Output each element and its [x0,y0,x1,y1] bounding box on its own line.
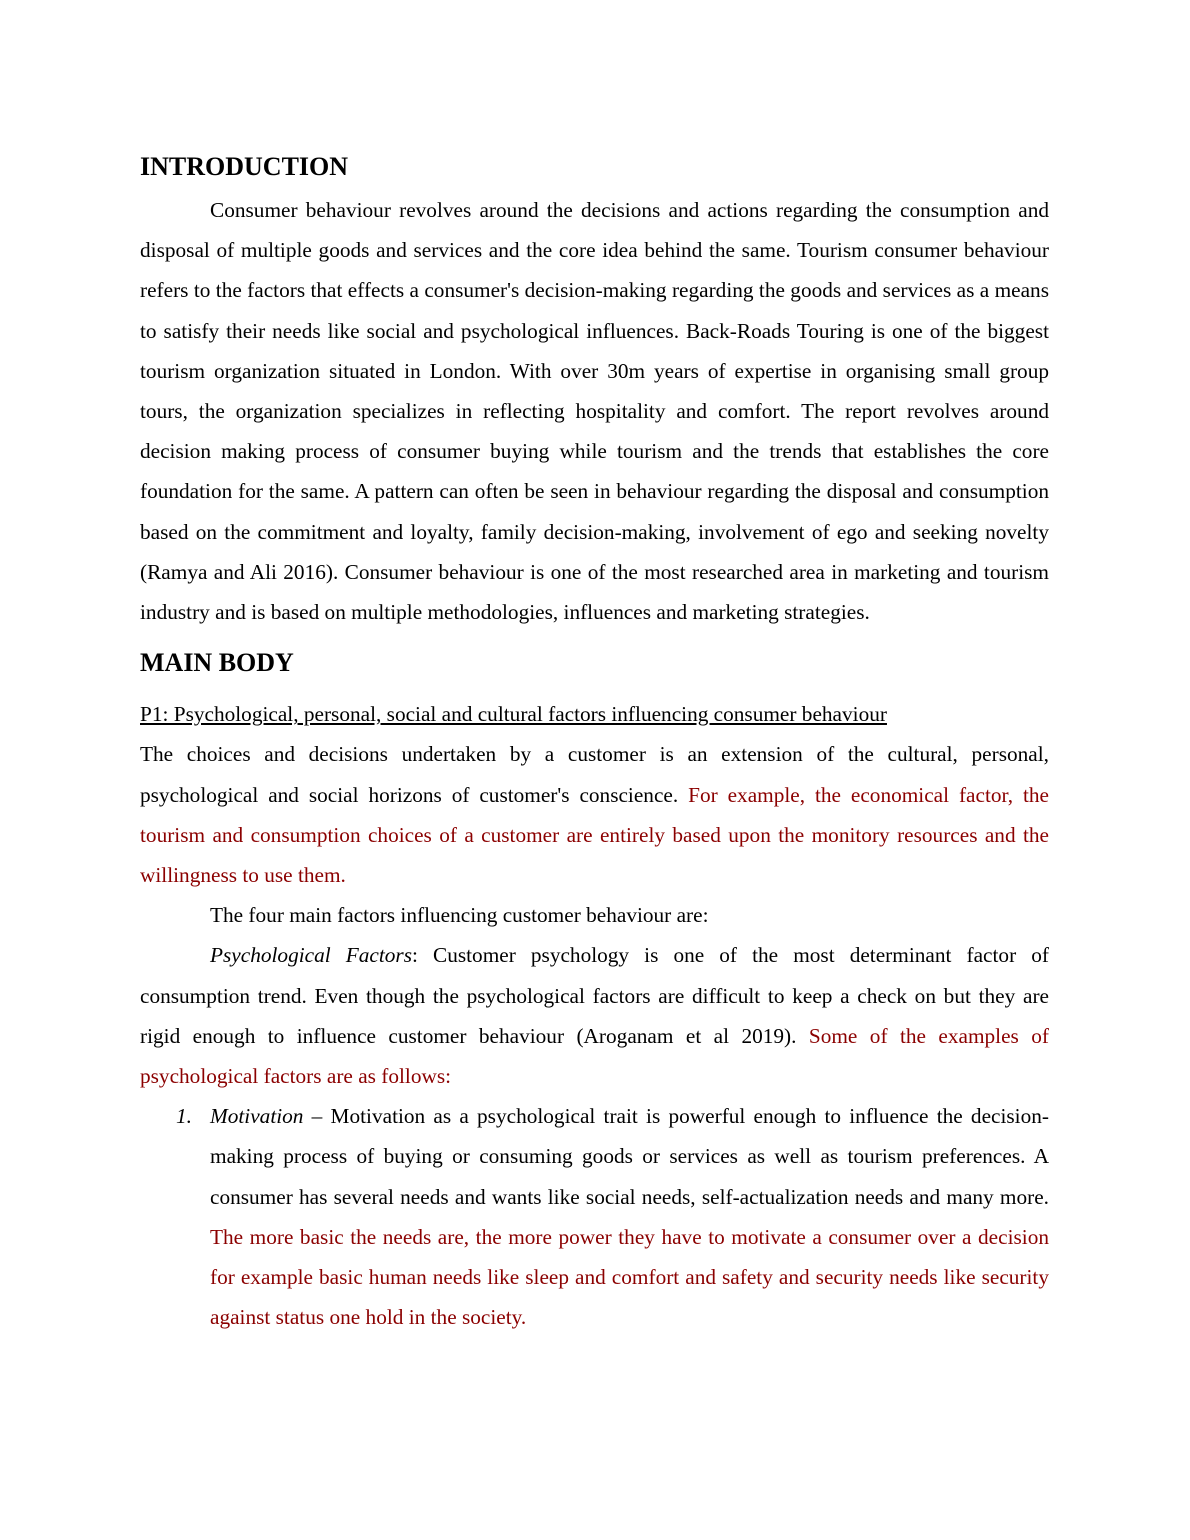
introduction-heading: INTRODUCTION [140,152,349,181]
psychological-factors-paragraph [140,935,1049,1096]
psychological-factors-text: : Customer psychology is one of the most determinant factor of consumption trend. Even though the psychological factors are difficult to keep a check on but they are rigid enough to influence customer behaviour (Aroganam et al 2019). [140,943,1049,1048]
motivation-text: – Motivation as a psychological trait is powerful enough to influence the decision-making process of buying or consuming goods or services as well as tourism preferences. A consumer has several needs and wants like social needs, self-actualization needs and many more. [210,1104,1049,1209]
list-item-motivation [210,1096,1049,1337]
paragraph-1-text: The choices and decisions undertaken by a customer is an extension of the cultural, personal, psychological and social horizons of customer's conscience. [140,742,1049,807]
psychological-factors-highlight: Some of the examples of psychological factors are as follows: [140,1023,1049,1089]
section-subheading-p1: P1: Psychological, personal, social and cultural factors influencing consumer behaviour [140,702,887,727]
main-body-heading: MAIN BODY [140,648,294,678]
main-body-paragraph-2: The four main factors influencing customer behaviour are: [210,903,709,928]
main-body-paragraph-1 [140,734,1049,895]
list-item-number: 1. [176,1104,192,1129]
document-page [140,148,1049,1337]
psychological-factors-label: Psychological Factors [210,943,412,968]
factor-list [140,1096,1049,1337]
motivation-highlight: The more basic the needs are, the more power they have to motivate a consumer over a decision for example basic human needs like sleep and comfort and safety and security needs like security against status one hold in the society. [210,1224,1049,1330]
motivation-label: Motivation [210,1104,304,1129]
paragraph-1-highlight: For example, the economical factor, the tourism and consumption choices of a customer are entirely based upon the monitory resources and the willingness to use them. [140,782,1050,888]
introduction-paragraph: Consumer behaviour revolves around the decisions and actions regarding the consumption and disposal of multiple goods and services and the core idea behind the same. Tourism consumer behaviour refers to the factors that effects a consumer's decision-making regarding the goods and services as a means to satisfy their needs like social and psychological influences. Back-Roads Touring is one of the biggest tourism organization situated in London. With over 30m years of expertise in organising small group tours, the organization specializes in reflecting hospitality and comfort. The report revolves around decision making process of consumer buying while tourism and the trends that establishes the core foundation for the same. A pattern can often be seen in behaviour regarding the disposal and consumption based on the commitment and loyalty, family decision-making, involvement of ego and seeking novelty (Ramya and Ali 2016). Consumer behaviour is one of the most researched area in marketing and tourism industry and is based on multiple methodologies, influences and marketing strategies. [140,198,1049,625]
